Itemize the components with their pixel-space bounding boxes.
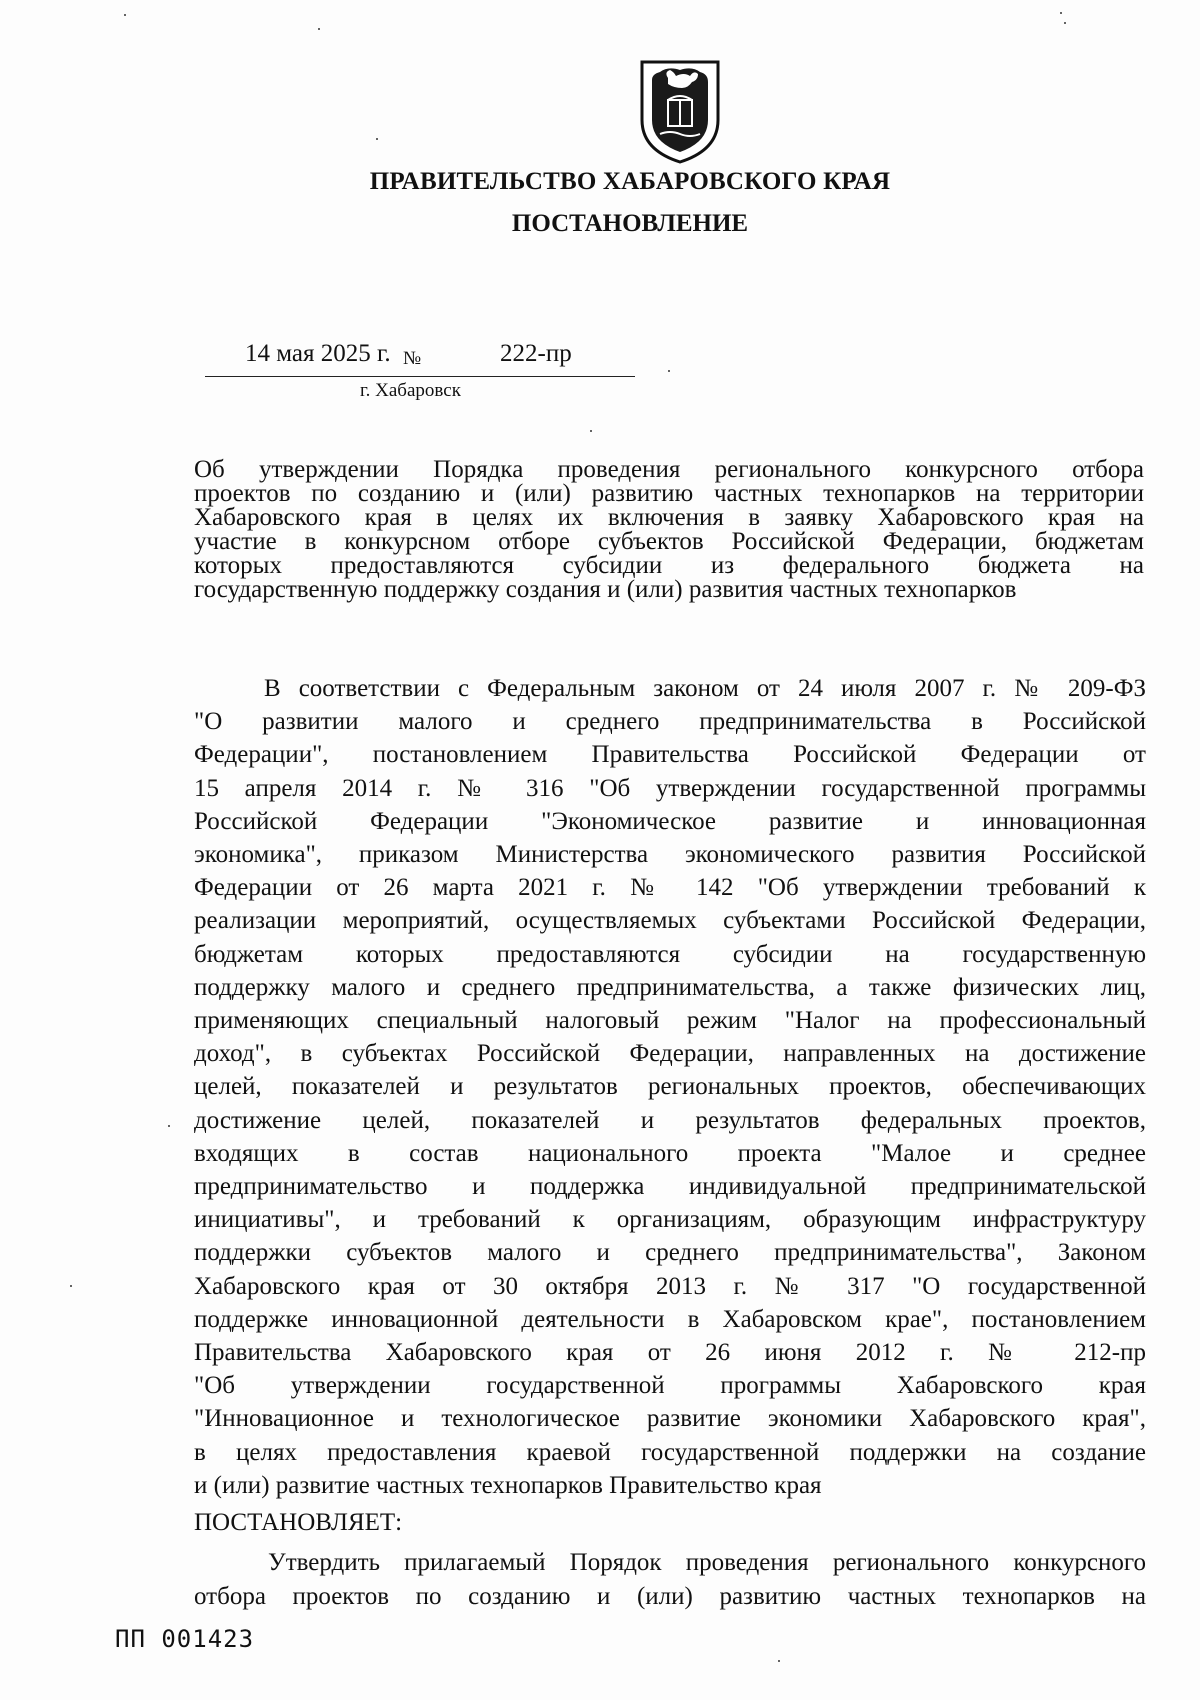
subject-line: государственную поддержку создания и (или) развития частных технопарков	[194, 576, 1017, 603]
scan-speck	[778, 1660, 780, 1662]
subject-line: проектов по созданию и (или) развитию частных технопарков на территории	[194, 480, 1144, 507]
scan-speck	[668, 370, 670, 372]
coat-of-arms-emblem	[638, 58, 722, 166]
body-line: поддержку малого и среднего предпринимательства, а также физических лиц,	[194, 973, 1146, 1001]
body-line: Федерации", постановлением Правительства Российской Федерации от	[194, 741, 1146, 769]
body-line: входящих в состав национального проекта "Малое и среднее	[194, 1139, 1146, 1167]
body-line: доход", в субъектах Российской Федерации, направленных на достижение	[194, 1040, 1146, 1068]
body-line: Российской Федерации "Экономическое развитие и инновационная	[194, 807, 1146, 835]
subject-line: которых предоставляются субсидии из федерального бюджета на	[194, 552, 1144, 579]
body-line: Федерации от 26 марта 2021 г. № 142 "Об утверждении требований к	[194, 874, 1146, 902]
decree-word: ПОСТАНОВЛЯЕТ:	[194, 1509, 403, 1536]
document-type-title: ПОСТАНОВЛЕНИЕ	[511, 210, 749, 237]
document-body	[194, 672, 1146, 1502]
decree-line: отбора проектов по созданию и (или) развитию частных технопарков на	[194, 1583, 1146, 1610]
body-line: поддержки субъектов малого и среднего предпринимательства", Законом	[194, 1239, 1146, 1267]
body-line: "О развитии малого и среднего предпринимательства в Российской	[194, 708, 1146, 736]
subject-line: участие в конкурсном отборе субъектов Российской Федерации, бюджетам	[194, 528, 1144, 555]
scan-speck	[168, 1125, 170, 1127]
body-line: целей, показателей и результатов региональных проектов, обеспечивающих	[194, 1073, 1146, 1101]
decree-item	[194, 1546, 1146, 1614]
scan-speck	[318, 28, 320, 30]
date-number-line	[205, 340, 635, 377]
body-line: и (или) развитие частных технопарков Правительство края	[194, 1471, 822, 1499]
body-line: экономика", приказом Министерства экономического развития Российской	[194, 841, 1146, 869]
body-line: предпринимательство и поддержка индивидуальной предпринимательской	[194, 1173, 1146, 1201]
scan-speck	[590, 430, 592, 432]
body-line: в целях предоставления краевой государственной поддержки на создание	[194, 1438, 1146, 1466]
document-city: г. Хабаровск	[360, 380, 461, 401]
subject-line: Хабаровского края в целях их включения в заявку Хабаровского края на	[194, 504, 1144, 531]
body-line: "Об утверждении государственной программы Хабаровского края	[194, 1372, 1146, 1400]
body-line: инициативы", и требований к организациям, образующим инфраструктуру	[194, 1206, 1146, 1234]
body-line: бюджетам которых предоставляются субсидии на государственную	[194, 940, 1146, 968]
subject-line: Об утверждении Порядка проведения регионального конкурсного отбора	[194, 456, 1144, 483]
number-sign: №	[403, 348, 422, 369]
scan-speck	[124, 14, 126, 16]
decree-line: Утвердить прилагаемый Порядок проведения регионального конкурсного	[268, 1549, 1146, 1576]
serial-number: ПП 001423	[115, 1625, 255, 1653]
body-line: реализации мероприятий, осуществляемых субъектами Российской Федерации,	[194, 907, 1146, 935]
body-line: Правительства Хабаровского края от 26 июня 2012 г. № 212-пр	[194, 1339, 1146, 1367]
body-line: поддержке инновационной деятельности в Хабаровском крае", постановлением	[194, 1305, 1146, 1333]
scan-speck	[70, 1285, 72, 1287]
scan-speck	[376, 138, 378, 140]
body-line: достижение целей, показателей и результатов федеральных проектов,	[194, 1106, 1146, 1134]
body-line: 15 апреля 2014 г. № 316 "Об утверждении государственной программы	[194, 774, 1146, 802]
scan-speck	[1060, 12, 1062, 14]
document-date: 14 мая 2025 г.	[245, 340, 391, 367]
body-line: применяющих специальный налоговый режим "Налог на профессиональный	[194, 1007, 1146, 1035]
body-line: Хабаровского края от 30 октября 2013 г. № 317 "О государственной	[194, 1272, 1146, 1300]
scan-speck	[1064, 22, 1066, 24]
government-title: ПРАВИТЕЛЬСТВО ХАБАРОВСКОГО КРАЯ	[369, 168, 891, 195]
document-number: 222-пр	[500, 340, 572, 367]
body-line: В соответствии с Федеральным законом от 24 июля 2007 г. № 209-ФЗ	[264, 675, 1146, 702]
document-subject	[194, 458, 1144, 602]
body-line: "Инновационное и технологическое развитие экономики Хабаровского края",	[194, 1405, 1146, 1433]
